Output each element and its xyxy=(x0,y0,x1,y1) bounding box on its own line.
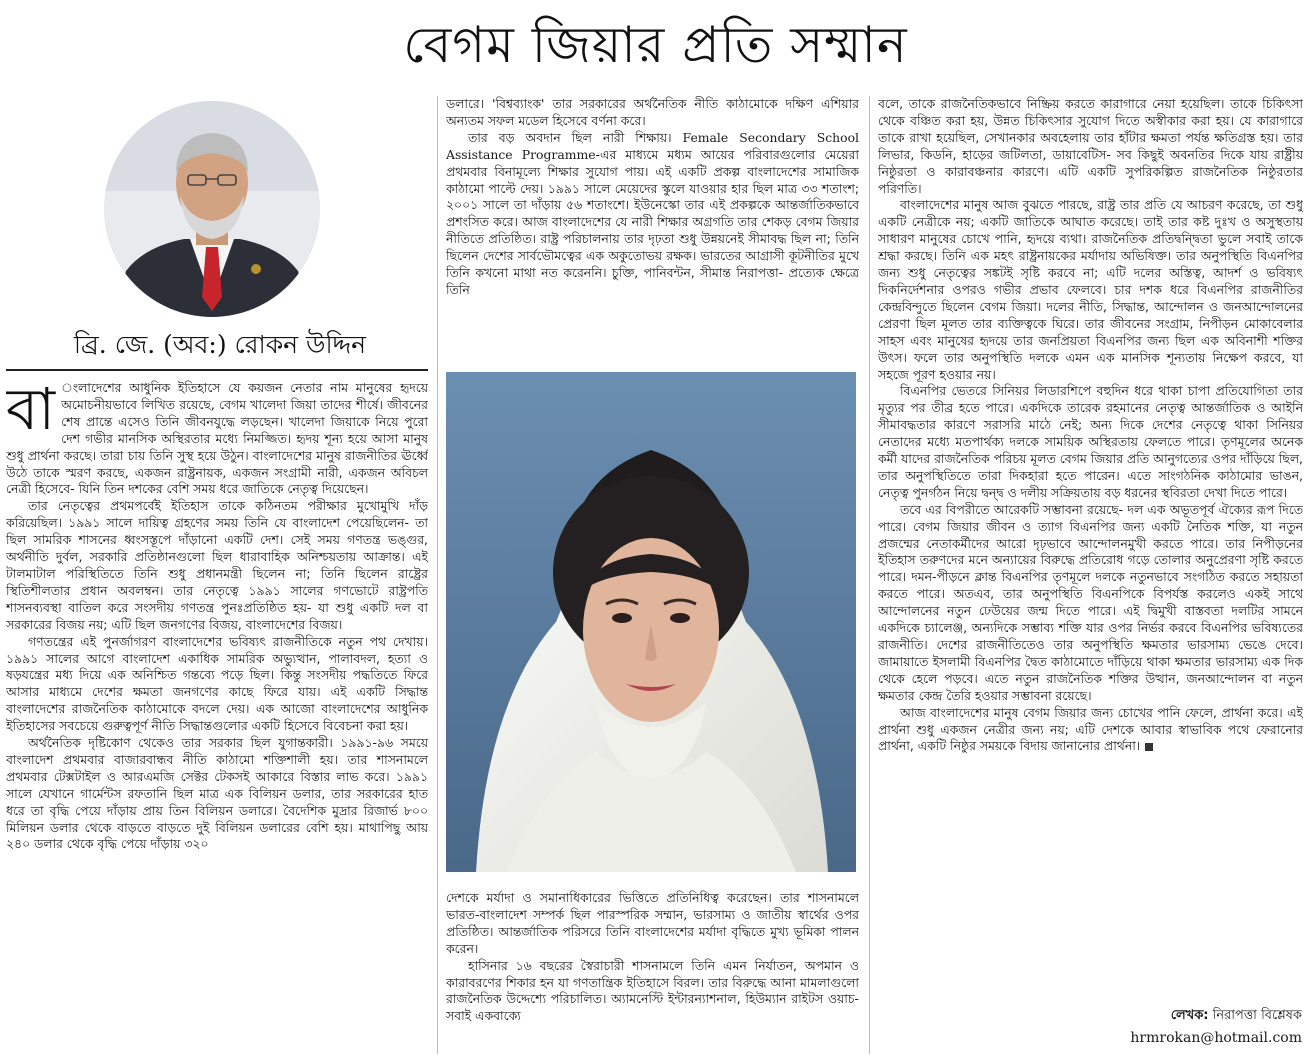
article-headline: বেগম জিয়ার প্রতি সম্মান xyxy=(403,16,908,74)
left-column xyxy=(6,380,428,1052)
drop-cap: বা xyxy=(6,380,56,443)
right-paragraph-2: বাংলাদেশের মানুষ আজ বুঝতে পারছে, রাষ্ট্র তার প্রতি যে আচরণ করেছে, তা শুধু একটি নেত্রীকে নয়; একটি জাতিকে আঘাত করেছে। তাই তার কষ্ট দুঃখ ও অসুস্থতায় সাধারণ মানুষের চোখে পানি, হৃদয়ে ব্যথা। রাজনৈতিক প্রতিদ্বন্দ্বিতা ভুলে সবাই তাকে শ্রদ্ধা করছে। তিনি এক মহৎ রাষ্ট্রনায়কের মর্যাদায় অভিষিক্ত। তার অনুপস্থিতি বিএনপির জন্য শুধু নেতৃত্বের সঙ্কটই সৃষ্টি করবে না; এটি দলের অস্তিত্ব, আদর্শ ও ভবিষ্যৎ দিকনির্দেশনার ওপরও গভীর প্রভাব ফেলবে। চার দশক ধরে বিএনপির রাজনীতির কেন্দ্রবিন্দুতে ছিলেন বেগম জিয়া। দলের নীতি, সিদ্ধান্ত, আন্দোলন ও জনআন্দোলনের প্রেরণা ছিল মূলত তার ব্যক্তিত্বকে ঘিরে। তার জীবনের সংগ্রাম, নিপীড়ন মোকাবেলার সাহস এবং মানুষের হৃদয়ে তার জনপ্রিয়তা বিএনপির জন্য ছিল এক অবিনাশী শক্তির উৎস। ফলে তার অনুপস্থিতি দলকে এমন এক মানসিক শূন্যতায় নিক্ষেপ করবে, যা সহজে পূরণ হওয়ার নয়। xyxy=(878,197,1303,382)
left-paragraph-2: তার নেতৃত্বের প্রথমপর্বেই ইতিহাস তাকে কঠিনতম পরীক্ষার মুখোমুখি দাঁড় করিয়েছিল। ১৯৯১ সালে দায়িত্ব গ্রহণের সময় তিনি যে বাংলাদেশ পেয়েছিলেন- তা ছিল সামরিক শাসনের ধ্বংসস্তূপে দাঁড়ানো একটি দেশ। সেই সময় গণতন্ত্র ভঙ্গুর, অর্থনীতি দুর্বল, সরকারি প্রতিষ্ঠানগুলো ছিল ধারাবাহিক অনিশ্চয়তায় আক্রান্ত। এই টালমাটাল পরিস্থিতিতে তিনি শুধু প্রধানমন্ত্রী ছিলেন না; তিনি ছিলেন রাষ্ট্রের স্থিতিশীলতার প্রধান অবলম্বন। তার নেতৃত্বে ১৯৯১ সালের গণভোটে রাষ্ট্রপতি শাসনব্যবস্থা বাতিল করে সংসদীয় গণতন্ত্র পুনঃপ্রতিষ্ঠিত হয়- যা শুধু একটি দল বা সরকারের বিজয় নয়; এটি ছিল জনগণের বিজয়, বাংলাদেশের বিজয়। xyxy=(6,498,428,632)
middle-paragraph-1: ডলারে। 'বিশ্বব্যাংক' তার সরকারের অর্থনৈতিক নীতি কাঠামোকে দক্ষিণ এশিয়ার অন্যতম সফল মডেল হিসেবে বর্ণনা করে। xyxy=(446,96,859,128)
program-name: Female Secondary School Assistance Programme xyxy=(446,129,859,162)
right-column xyxy=(878,96,1303,996)
end-mark-icon xyxy=(1145,743,1153,751)
left-paragraph-3: গণতন্ত্রের এই পুনর্জাগরণ বাংলাদেশের ভবিষ্যৎ রাজনীতিকে নতুন পথ দেখায়। ১৯৯১ সালের আগে বাংলাদেশ একাধিক সামরিক অভ্যুত্থান, পালাবদল, হত্যা ও ষড়যন্ত্রের মধ্য দিয়ে এক অনিশ্চিত গন্তব্যে পড়ে ছিল। কিন্তু সংসদীয় পদ্ধতিতে ফিরে আসার মাধ্যমে দেশের ক্ষমতা জনগণের কাছে ফিরে যায়। এই একটি সিদ্ধান্ত বাংলাদেশের রাজনৈতিক কাঠামোকে বদলে দেয়। এক আজো বাংলাদেশের আধুনিক ইতিহাসের সবচেয়ে গুরুত্বপূর্ণ নীতি সিদ্ধান্তগুলোর একটি হিসেবে বিবেচনা করা হয়। xyxy=(6,633,428,734)
writer-title: নিরাপত্তা বিশ্লেষক xyxy=(1212,1008,1302,1023)
left-paragraph-4: অর্থনৈতিক দৃষ্টিকোণ থেকেও তার সরকার ছিল যুগান্তকারী। ১৯৯১-৯৬ সময়ে বাংলাদেশ প্রথমবার বাজারবান্ধব নীতি কাঠামো শক্তিশালী হয়। তার শাসনামলে প্রথমবার টেক্সটাইল ও আরএমজি সেক্টর টেকসই আকারে বিস্তার লাভ করে। ১৯৯১ সালে যেখানে গার্মেন্টস রফতানি ছিল মাত্র এক বিলিয়ন ডলার, তার সরকারের হাত ধরে তা বৃদ্ধি পেয়ে দাঁড়ায় প্রায় তিন বিলিয়ন ডলারে। বৈদেশিক মুদ্রার রিজার্ভ ৮০০ মিলিয়ন ডলার থেকে বাড়তে বাড়তে দুই বিলিয়ন ডলারের বেশি হয়। মাথাপিছু আয় ২৪০ ডলার থেকে বৃদ্ধি পেয়ে দাঁড়ায় ৩২০ xyxy=(6,735,428,852)
writer-label: লেখক: xyxy=(1170,1008,1209,1023)
right-paragraph-5-text: আজ বাংলাদেশের মানুষ বেগম জিয়ার জন্য চোখের পানি ফেলে, প্রার্থনা করে। এই প্রার্থনা শুধু একজন নেত্রীর জন্য নয়; এটি দেশকে আবার স্বাভাবিক পথে ফেরানোর প্রার্থনা, একটি নিষ্ঠুর সময়কে বিদায় জানানোর প্রার্থনা। xyxy=(878,704,1303,754)
left-paragraph-1 xyxy=(6,380,428,498)
middle-paragraph-2-lead: তার বড় অবদান ছিল নারী শিক্ষায়। xyxy=(468,129,672,145)
author-email: hrmrokan@hotmail.com xyxy=(1130,1030,1302,1046)
middle-paragraph-3: দেশকে মর্যাদা ও সমানাধিকারের ভিত্তিতে প্রতিনিধিত্ব করেছেন। তার শাসনামলে ভারত-বাংলাদেশ সম্পর্ক ছিল পারস্পরিক সম্মান, ভারসাম্য ও জাতীয় স্বার্থের ওপর প্রতিষ্ঠিত। আন্তর্জাতিক পরিসরে তিনি বাংলাদেশের মর্যাদা বৃদ্ধিতে মুখ্য ভূমিকা পালন করেন। xyxy=(446,890,859,956)
right-paragraph-4: তবে এর বিপরীতে আরেকটি সম্ভাবনা রয়েছে- দল এক অভূতপূর্ব ঐক্যের রূপ দিতে পারে। বেগম জিয়ার জীবন ও ত্যাগ বিএনপির জন্য একটি নৈতিক শক্তি, যা নতুন প্রজন্মের নেতাকর্মীদের আরো দৃঢ়ভাবে আন্দোলনমুখী করতে পারে। তার নিপীড়নের ইতিহাস তরুণদের মনে অন্যায়ের বিরুদ্ধে প্রতিরোধ গড়ে তোলার অনুপ্রেরণা সৃষ্টি করতে পারে। দমন-পীড়নে ক্লান্ত বিএনপির তৃণমূলে দলকে নতুনভাবে সংগঠিত করতে সহায়তা করতে পারে। অতএব, তার অনুপস্থিতি বিএনপিকে বিপর্যস্ত করলেও একই সাথে আন্দোলনের নতুন ঢেউয়ের জন্ম দিতে পারে। এই দ্বিমুখী বাস্তবতা দলটির সামনে একদিকে চ্যালেঞ্জ, অন্যদিকে সম্ভাব্য শক্তি যার ওপর নির্ভর করবে বিএনপির ভবিষ্যতের রাজনীতি। দেশের রাজনীতিতেও তার অনুপস্থিতি ক্ষমতার ভারসাম্য ভেঙে দেবে। জামায়াতে ইসলামী বিএনপির দ্বৈত কাঠামোতে দাঁড়িয়ে থাকা ক্ষমতার ভারসাম্য এক দিক থেকে হেলে পড়বে। এতে নতুন রাজনৈতিক শক্তির উত্থান, জনআন্দোলন বা নতুন ক্ষমতার কেন্দ্র তৈরি হওয়ার সম্ভাবনা রয়েছে। xyxy=(878,501,1303,703)
right-paragraph-5 xyxy=(878,705,1303,756)
khaleda-zia-portrait-icon xyxy=(446,372,856,872)
middle-paragraph-4: হাসিনার ১৬ বছরের স্বৈরাচারী শাসনামলে তিনি এমন নির্যাতন, অপমান ও কারাবরণের শিকার হন যা গণতান্ত্রিক ইতিহাসে বিরল। তার বিরুদ্ধে আনা মামলাগুলো রাজনৈতিক উদ্দেশ্যে পরিচালিত। অ্যামনেস্টি ইন্টারন্যাশনাল, হিউম্যান রাইটস ওয়াচ- সবাই একবাক্যে xyxy=(446,957,859,1024)
middle-column-top xyxy=(446,96,859,364)
writer-credit xyxy=(1040,1005,1302,1027)
left-paragraph-1-text: ংলাদেশের আধুনিক ইতিহাসে যে কয়জন নেতার নাম মানুষের হৃদয়ে অমোচনীয়ভাবে লিখিত রয়েছে, বেগম খালেদা জিয়া তাদের শীর্ষে। জীবনের শেষ প্রান্তে এসেও তিনি জীবনযুদ্ধে লড়ছেন। খালেদা জিয়াকে নিয়ে পুরো দেশ গভীর মানসিক অস্থিরতার মধ্যে নিমজ্জিত। হৃদয় শূন্য হয়ে আসা মানুষ শুধু প্রার্থনা করছে। তারা চায় তিনি সুস্থ হয়ে উঠুন। বাংলাদেশের মানুষ রাজনীতির ঊর্ধ্বে উঠে তাকে স্মরণ করছে, একজন রাষ্ট্রনায়ক, একজন সংগ্রামী নারী, একজন অবিচল নেত্রী হিসেবে- যিনি তিন দশকের বেশি সময় ধরে জাতিকে নেতৃত্ব দিয়েছেন। xyxy=(6,380,428,497)
author-photo xyxy=(104,101,320,317)
column-divider-1 xyxy=(437,96,438,1054)
middle-column-bottom xyxy=(446,890,859,1055)
column-divider-2 xyxy=(869,96,870,1054)
byline-divider xyxy=(6,369,428,371)
middle-paragraph-2-rest: -এর মাধ্যমে মধ্যম আয়ের পরিবারগুলোর মেয়েরা প্রথমবার বিনামূল্যে শিক্ষার সুযোগ পায়। এই একটি প্রকল্প বাংলাদেশের সামাজিক কাঠামো পাল্টে দেয়। ১৯৯১ সালে মেয়েদের স্কুলে যাওয়ার হার ছিল মাত্র ৩৩ শতাংশ; ২০০১ সালে তা দাঁড়ায় ৫৬ শতাংশে। ইউনেস্কো তার এই প্রকল্পকে আন্তর্জাতিকভাবে প্রশংসিত করে। আজ বাংলাদেশের যে নারী শিক্ষার অগ্রগতি তার শেকড় বেগম জিয়ার নীতিতে প্রতিষ্ঠিত। রাষ্ট্র পরিচালনায় তার দৃঢ়তা শুধু উন্নয়নেই সীমাবদ্ধ ছিল না; তিনি ছিলেন দেশের সার্বভৌমত্বের এক অকুতোভয় রক্ষক। ভারতের আগ্রাসী কূটনীতির মুখে তিনি কখনো মাথা নত করেননি। চুক্তি, পানিবন্টন, সীমান্ত নিরাপত্তা- প্রত্যেক ক্ষেত্রে তিনি xyxy=(446,146,859,297)
right-paragraph-1: বলে, তাকে রাজনৈতিকভাবে নিষ্ক্রিয় করতে কারাগারে নেয়া হয়েছিল। তাকে চিকিৎসা থেকে বঞ্চিত করা হয়, উন্নত চিকিৎসার সুযোগ দিতে অস্বীকার করা হয়। যে কারাগারে তাকে রাখা হয়েছিল, সেখানকার অবহেলায় তার হাঁটার ক্ষমতা পর্যন্ত ক্ষতিগ্রস্ত হয়। তার লিভার, কিডনি, হাড়ের জটিলতা, ডায়াবেটিস- সব কিছুই অবনতির দিকে যায় রাষ্ট্রীয় নিষ্ঠুরতা ও কারাবঞ্চনার কারণে। এটি একটি সুপরিকল্পিত রাজনৈতিক নিষ্ঠুরতার পরিণতি। xyxy=(878,96,1303,196)
right-paragraph-3: বিএনপির ভেতরে সিনিয়র লিডারশিপে বহুদিন ধরে থাকা চাপা প্রতিযোগিতা তার মৃত্যুর পর তীব্র হতে পারে। একদিকে তারেক রহমানের নেতৃত্ব আন্তর্জাতিক ও আইনি সীমাবদ্ধতার কারণে সরাসরি মাঠে নেই; অন্য দিকে দেশের নেতৃত্বে থাকা সিনিয়র নেতাদের মধ্যে মতপার্থক্য দলকে সাময়িক অস্থিরতায় ফেলতে পারে। তৃণমূলের অনেক কর্মী যাদের রাজনৈতিক পরিচয় মূলত বেগম জিয়ার প্রতি আনুগত্যের ওপর দাঁড়িয়ে ছিল, তার অনুপস্থিতিতে তারা দিকহারা হতে পারেন। এতে সাংগঠনিক কাঠামোর ভাঙন, নেতৃত্ব পুনর্গঠন নিয়ে দ্বন্দ্ব ও দলীয় সক্রিয়তায় বড় ধরনের স্থবিরতা দেখা দিতে পারে। xyxy=(878,383,1303,500)
author-portrait-icon xyxy=(104,101,320,317)
main-photo xyxy=(446,372,856,872)
byline: ব্রি. জে. (অব:) রোকন উদ্দিন xyxy=(73,330,367,359)
middle-paragraph-2 xyxy=(446,130,859,299)
